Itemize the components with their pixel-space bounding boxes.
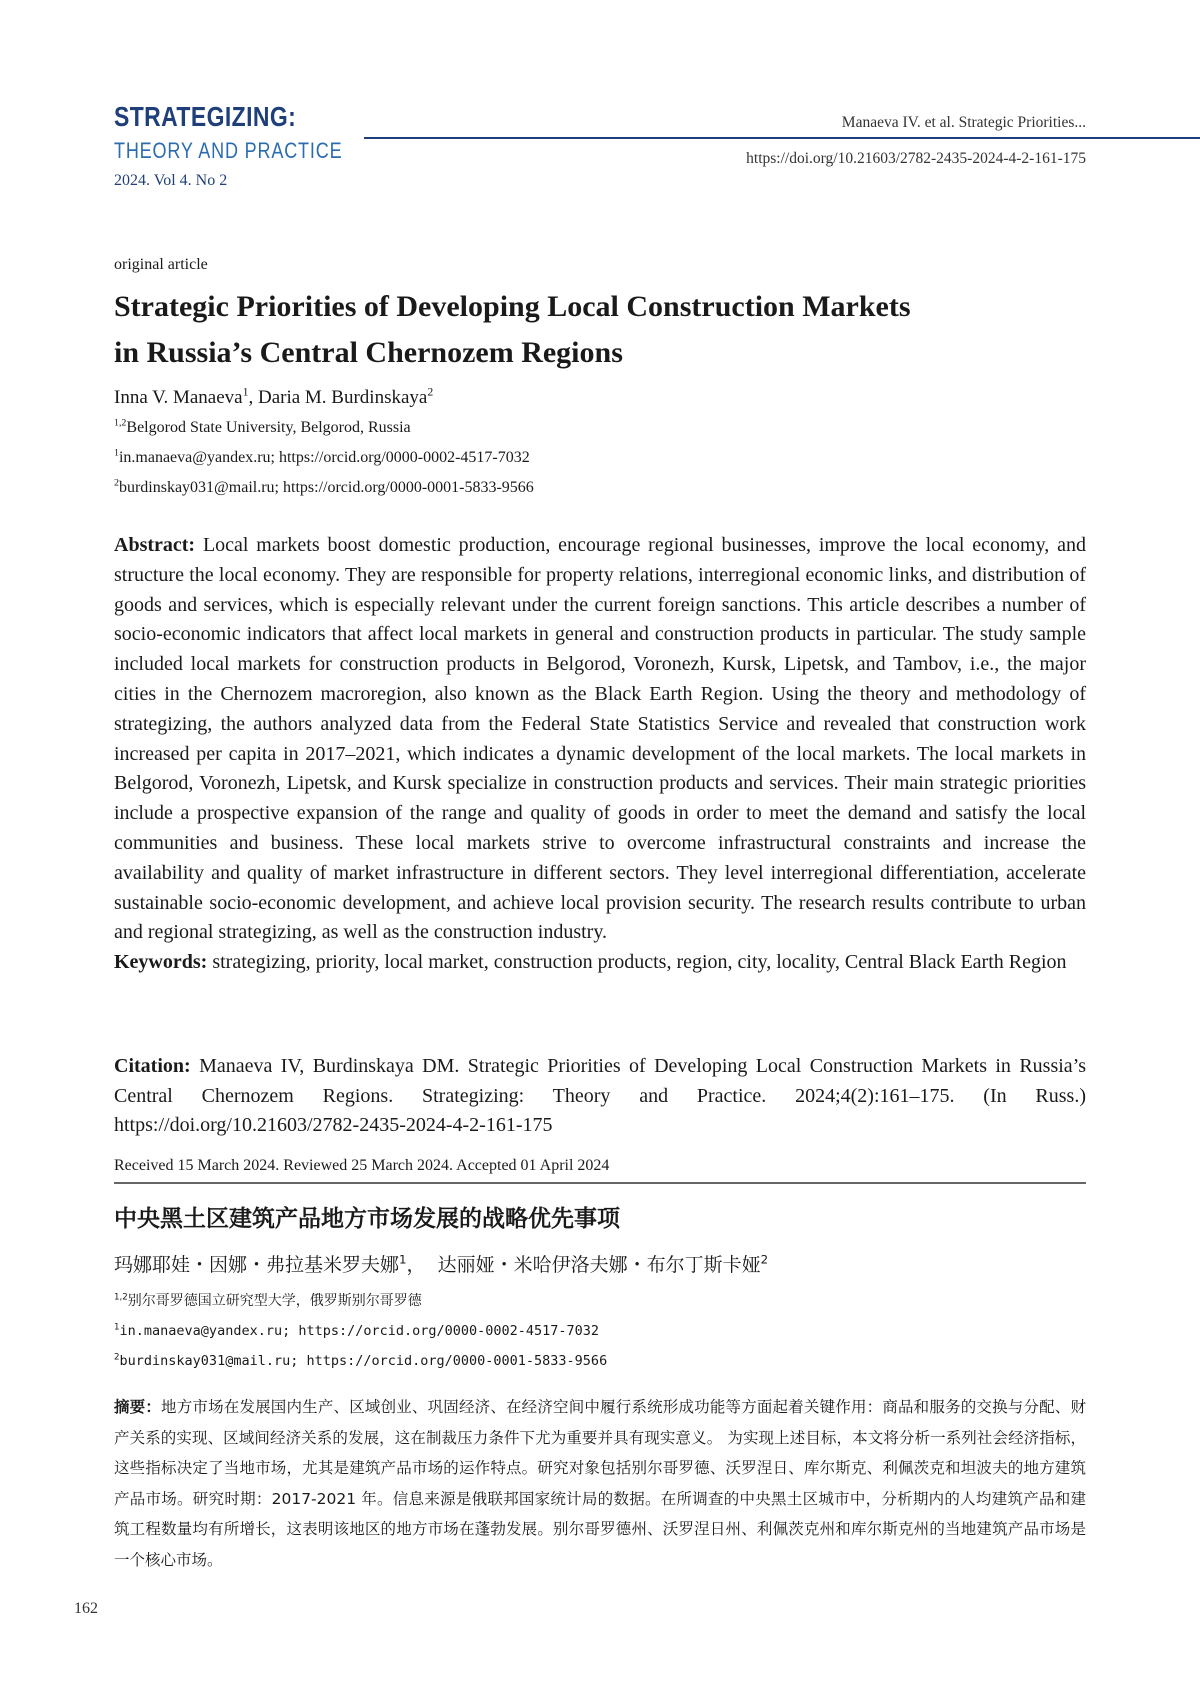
article-type: original article xyxy=(114,256,208,273)
article-title xyxy=(114,284,1086,376)
author-contact xyxy=(114,1316,1086,1346)
author-affiliation-mark: 1 xyxy=(242,385,249,399)
logo-title: STRATEGIZING: xyxy=(114,101,297,132)
chinese-abstract xyxy=(114,1392,1086,1576)
author-contact xyxy=(114,443,1086,473)
contact-mark: 2 xyxy=(114,1352,120,1363)
contact-links[interactable]: burdinskay031@mail.ru; https://orcid.org/0000-0001-5833-9566 xyxy=(118,479,534,496)
logo-subtitle: THEORY AND PRACTICE xyxy=(114,138,343,163)
author-name: Inna V. Manaeva xyxy=(114,387,243,408)
chinese-author-list xyxy=(114,1250,1086,1277)
contact-mark: 1 xyxy=(114,447,119,459)
header-divider xyxy=(364,137,1200,139)
author-name: Daria M. Burdinskaya xyxy=(257,387,428,408)
issue-info: 2024. Vol 4. No 2 xyxy=(114,172,228,189)
affiliation-mark: 1,2 xyxy=(114,1292,128,1303)
page-number: 162 xyxy=(74,1600,98,1617)
author-affiliation-mark: 2 xyxy=(760,1252,769,1267)
citation xyxy=(114,1052,1086,1141)
contact-links[interactable]: burdinskay031@mail.ru; https://orcid.org/0000-0001-5833-9566 xyxy=(119,1353,608,1369)
abstract-text: 地方市场在发展国内生产、区域创业、巩固经济、在经济空间中履行系统形成功能等方面起着关键作用：商品和服务的交换与分配、财产关系的实现、区域间经济关系的发展，这在制裁压力条件下尤为重要并具有现实意义。 为实现上述目标，本文将分析一系列社会经济指标，这些指标决定了当地市场，尤其是建筑产品市场的运作特点。研究对象包括别尔哥罗德、沃罗涅日、库尔斯克、利佩茨克和坦波夫的地方建筑产品市场。研究时期：2017-2021 年。信息来源是俄联邦国家统计局的数据。在所调查的中央黑土区城市中，分析期内的人均建筑产品和建筑工程数量均有所增长，这表明该地区的地方市场在蓬勃发展。别尔哥罗德州、沃罗涅日州、利佩茨克州和库尔斯克州的当地建筑产品市场是一个核心市场。 xyxy=(114,1398,1086,1569)
affiliation-text: Belgorod State University, Belgorod, Russia xyxy=(126,419,411,436)
keywords-text: strategizing, priority, local market, construction products, region, city, locality, Central Black Earth Region xyxy=(212,951,1067,974)
contact-mark: 1 xyxy=(114,1322,120,1333)
author-contact xyxy=(114,1346,1086,1376)
author-block xyxy=(114,383,1086,503)
author-affiliation-mark: 1 xyxy=(399,1252,407,1267)
chinese-title: 中央黑土区建筑产品地方市场发展的战略优先事项 xyxy=(114,1206,620,1232)
title-line-1: Strategic Priorities of Developing Local Construction Markets xyxy=(114,290,911,323)
author-name: 达丽娅・米哈伊洛夫娜・布尔丁斯卡娅 xyxy=(437,1254,761,1276)
header-doi-link[interactable]: https://doi.org/10.21603/2782-2435-2024-4-2-161-175 xyxy=(746,150,1086,167)
author-separator: ， xyxy=(406,1254,438,1276)
affiliation xyxy=(114,413,1086,443)
abstract-label: Abstract: xyxy=(114,534,196,556)
chinese-affiliations xyxy=(114,1286,1086,1376)
keywords-label: Keywords: xyxy=(114,951,208,974)
affiliation-text: 别尔哥罗德国立研究型大学，俄罗斯别尔哥罗德 xyxy=(127,1293,422,1309)
author-contact xyxy=(114,473,1086,503)
journal-logo xyxy=(114,100,393,190)
section-divider xyxy=(114,1182,1086,1184)
author-list xyxy=(114,383,1086,413)
affiliation xyxy=(114,1286,1086,1316)
contact-mark: 2 xyxy=(114,477,119,489)
citation-text: Manaeva IV, Burdinskaya DM. Strategic Priorities of Developing Local Construction Markets in Russia’s Central Chernozem Regions. Strategizing: Theory and Practice. 2024;4(2):161–175. (In Russ.) https://doi.org/10.21603/2782-2435-2024-4-2-161-175 xyxy=(114,1055,1087,1136)
author-name: 玛娜耶娃・因娜・弗拉基米罗夫娜 xyxy=(114,1254,400,1276)
keywords xyxy=(114,948,1086,978)
abstract xyxy=(114,531,1086,948)
citation-section xyxy=(114,1052,1086,1141)
abstract-label: 摘要： xyxy=(114,1398,162,1416)
affiliation-mark: 1,2 xyxy=(114,417,127,429)
citation-label: Citation: xyxy=(114,1055,191,1077)
abstract-text: Local markets boost domestic production, encourage regional businesses, improve the local economy, and structure the local economy. They are responsible for property relations, interregional economic links, and distribution of goods and services, which is especially relevant under the current foreign sanctions. This article describes a number of socio-economic indicators that affect local markets in general and construction products in particular. The study sample included local markets for construction products in Belgorod, Voronezh, Kursk, Lipetsk, and Tambov, i.e., the major cities in the Chernozem macroregion, also known as the Black Earth Region. Using the theory and methodology of strategizing, the authors analyzed data from the Federal State Statistics Service and revealed that construction work increased per capita in 2017–2021, which indicates a dynamic development of the local markets. The local markets in Belgorod, Voronezh, Lipetsk, and Kursk specialize in construction products and services. Their main strategic priorities include a prospective expansion of the range and quality of goods in order to meet the demand and satisfy the local communities and business. These local markets strive to overcome infrastructural constraints and increase the availability and quality of market infrastructure in different sectors. They level interregional differentiation, accelerate sustainable socio-economic development, and achieve local provision security. The research results contribute to urban and regional strategizing, as well as the construction industry. xyxy=(114,534,1087,944)
contact-links[interactable]: in.manaeva@yandex.ru; https://orcid.org/0000-0002-4517-7032 xyxy=(119,1323,600,1339)
contact-links[interactable]: in.manaeva@yandex.ru; https://orcid.org/0000-0002-4517-7032 xyxy=(118,449,530,466)
abstract-section xyxy=(114,531,1086,978)
received-dates: Received 15 March 2024. Reviewed 25 March 2024. Accepted 01 April 2024 xyxy=(114,1157,610,1174)
running-title: Manaeva IV. et al. Strategic Priorities... xyxy=(841,114,1086,131)
author-affiliation-mark: 2 xyxy=(427,385,434,399)
author-separator: , xyxy=(248,387,258,408)
title-line-2: in Russia’s Central Chernozem Regions xyxy=(114,336,623,369)
